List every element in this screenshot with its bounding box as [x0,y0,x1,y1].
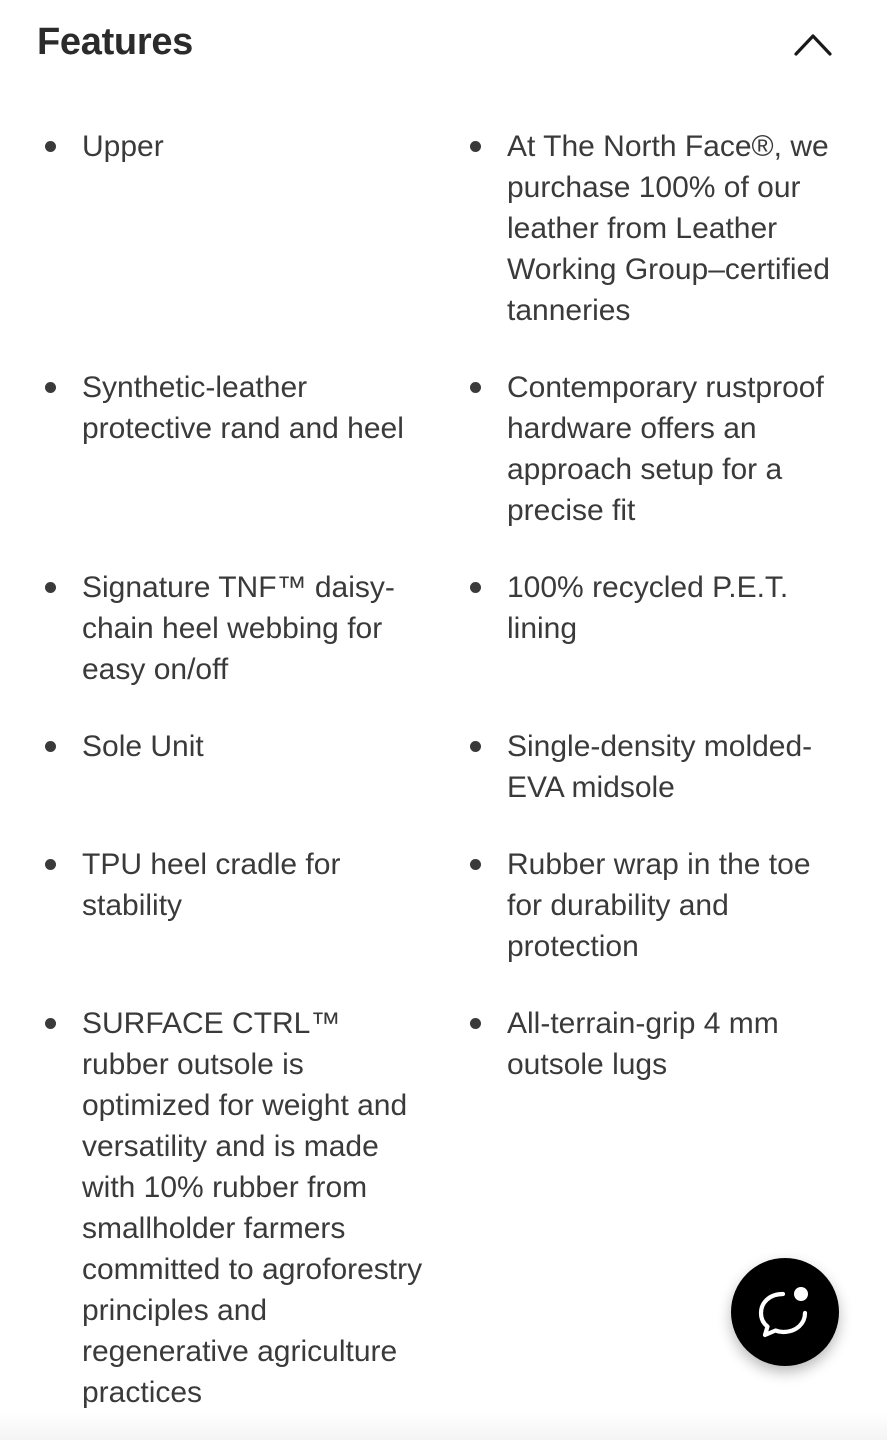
chat-button[interactable] [731,1258,839,1366]
feature-text: TPU heel cradle for stability [82,848,341,922]
feature-text: Signature TNF™ daisy-chain heel webbing for easy on/off [82,571,395,686]
feature-text: Synthetic-leather protective rand and heel [82,371,404,445]
list-item [82,567,432,690]
bullet-icon [470,141,481,152]
bullet-icon [470,1018,481,1029]
list-item [507,1003,852,1085]
feature-text: 100% recycled P.E.T. lining [507,571,789,645]
bullet-icon [470,741,481,752]
list-item [507,567,852,649]
list-item [507,726,852,808]
bullet-icon [45,141,56,152]
feature-text: SURFACE CTRL™ rubber outsole is optimized for weight and versatility and is made with 10% rubber from smallholder farmers committed to agroforestry principles and regenerative agriculture practices [82,1007,423,1409]
feature-text: Rubber wrap in the toe for durability and protection [507,848,811,963]
chat-bubble-icon [753,1282,817,1342]
feature-text: Single-density molded-EVA midsole [507,730,813,804]
chevron-up-icon [793,31,833,57]
list-item [507,367,852,531]
bullet-icon [45,582,56,593]
bullet-icon [45,382,56,393]
features-header[interactable] [37,0,887,86]
list-item [82,1003,432,1413]
bullet-icon [45,859,56,870]
section-title: Features [37,21,194,63]
list-item [507,126,852,331]
list-item [82,367,432,449]
list-item [507,844,852,967]
bullet-icon [470,382,481,393]
list-item [82,126,432,167]
bullet-icon [45,741,56,752]
feature-text: Contemporary rustproof hardware offers an approach setup for a precise fit [507,371,824,527]
bullet-icon [470,582,481,593]
collapse-button[interactable] [789,20,837,68]
feature-text: Sole Unit [82,730,204,763]
feature-text: Upper [82,130,164,163]
bottom-bar [0,1412,887,1440]
bullet-icon [470,859,481,870]
list-item [82,844,432,926]
feature-text: All-terrain-grip 4 mm outsole lugs [507,1007,779,1081]
list-item [82,726,432,767]
feature-text: At The North Face®, we purchase 100% of our leather from Leather Working Group–certified tanneries [507,130,830,327]
bullet-icon [45,1018,56,1029]
